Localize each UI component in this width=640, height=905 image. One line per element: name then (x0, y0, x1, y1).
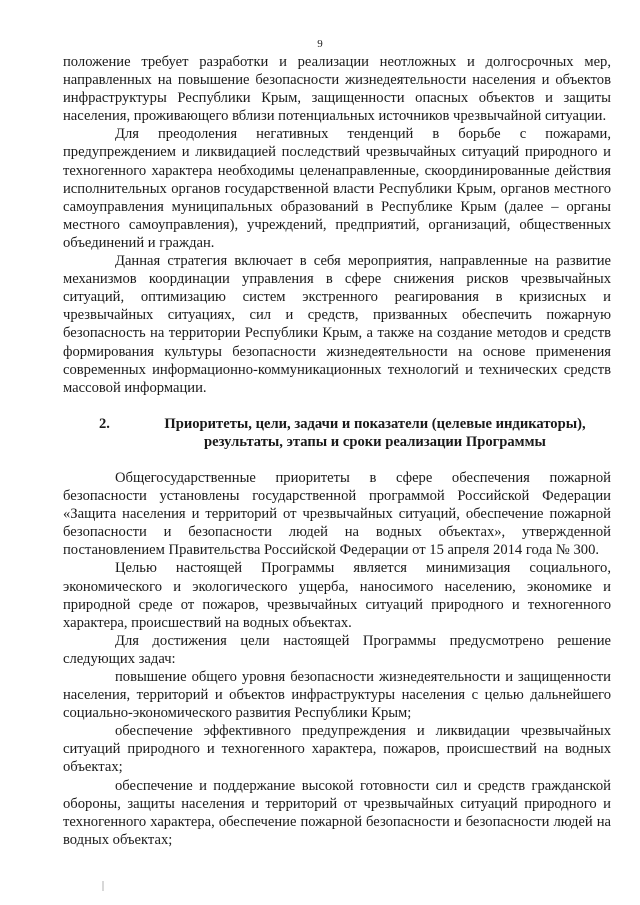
paragraph: Общегосударственные приоритеты в сфере обеспечения пожарной безопасности установлены государственной программой Российской Федерации «Защита населения и территорий от чрезвычайных ситуаций, обеспечение пожарной безопасности и безопасности людей на водных объектах», утвержденной постановлением Правительства Российской Федерации от 15 апреля 2014 года № 300. (63, 469, 611, 559)
document-body (63, 53, 611, 849)
spacer (63, 451, 611, 469)
section-heading (63, 415, 611, 451)
paragraph-continuation: положение требует разработки и реализации неотложных и долгосрочных мер, направленных на повышение безопасности жизнедеятельности населения и объектов инфраструктуры Республики Крым, защищенности опасных объектов и защиты населения, проживающего вблизи потенциальных источников чрезвычайной ситуации. (63, 54, 611, 125)
paragraph: Для достижения цели настоящей Программы предусмотрено решение следующих задач: (63, 632, 611, 667)
scan-artifact (102, 881, 104, 891)
section-title-line-2: результаты, этапы и сроки реализации Программы (204, 433, 546, 450)
task-item: обеспечение и поддержание высокой готовности сил и средств гражданской обороны, защиты населения и территорий от чрезвычайных ситуаций природного и техногенного характера, обеспечение пожарной безопасности и безопасности людей на водных объектах; (63, 777, 611, 848)
paragraph: Для преодоления негативных тенденций в борьбе с пожарами, предупреждением и ликвидацией последствий чрезвычайных ситуаций природного и техногенного характера необходимы целенаправленные, скоординированные действия исполнительных органов государственной власти Республики Крым, органов местного самоуправления муниципальных образований в Республике Крым (далее – органы местного самоуправления), учреждений, предприятий, организаций, общественных объединений и граждан. (63, 126, 611, 251)
section-title (145, 415, 611, 451)
task-item: повышение общего уровня безопасности жизнедеятельности и защищенности населения, территорий и объектов инфраструктуры населения с целью дальнейшего социально-экономического развития Республики Крым; (63, 669, 611, 722)
spacer (63, 397, 611, 415)
section-title-line-1: Приоритеты, цели, задачи и показатели (целевые индикаторы), (164, 415, 586, 432)
task-item: обеспечение эффективного предупреждения и ликвидации чрезвычайных ситуаций природного и техногенного характера, пожаров, происшествий на водных объектах; (63, 723, 611, 776)
section-number: 2. (99, 415, 110, 432)
paragraph: Данная стратегия включает в себя мероприятия, направленные на развитие механизмов координации управления в сфере снижения рисков чрезвычайных ситуаций, оптимизацию систем экстренного реагирования в кризисных и чрезвычайных ситуациях, сил и средств, призванных обеспечить пожарную безопасность на территории Республики Крым, а также на создание методов и средств формирования культуры безопасности жизнедеятельности на основе применения современных информационно-коммуникационных технологий и технических средств массовой информации. (63, 253, 611, 396)
paragraph: Целью настоящей Программы является минимизация социального, экономического и экологического ущерба, наносимого населению, экономике и природной среде от пожаров, чрезвычайных ситуаций природного и техногенного характера, происшествий на водных объектах. (63, 560, 611, 631)
page-number: 9 (317, 38, 323, 50)
